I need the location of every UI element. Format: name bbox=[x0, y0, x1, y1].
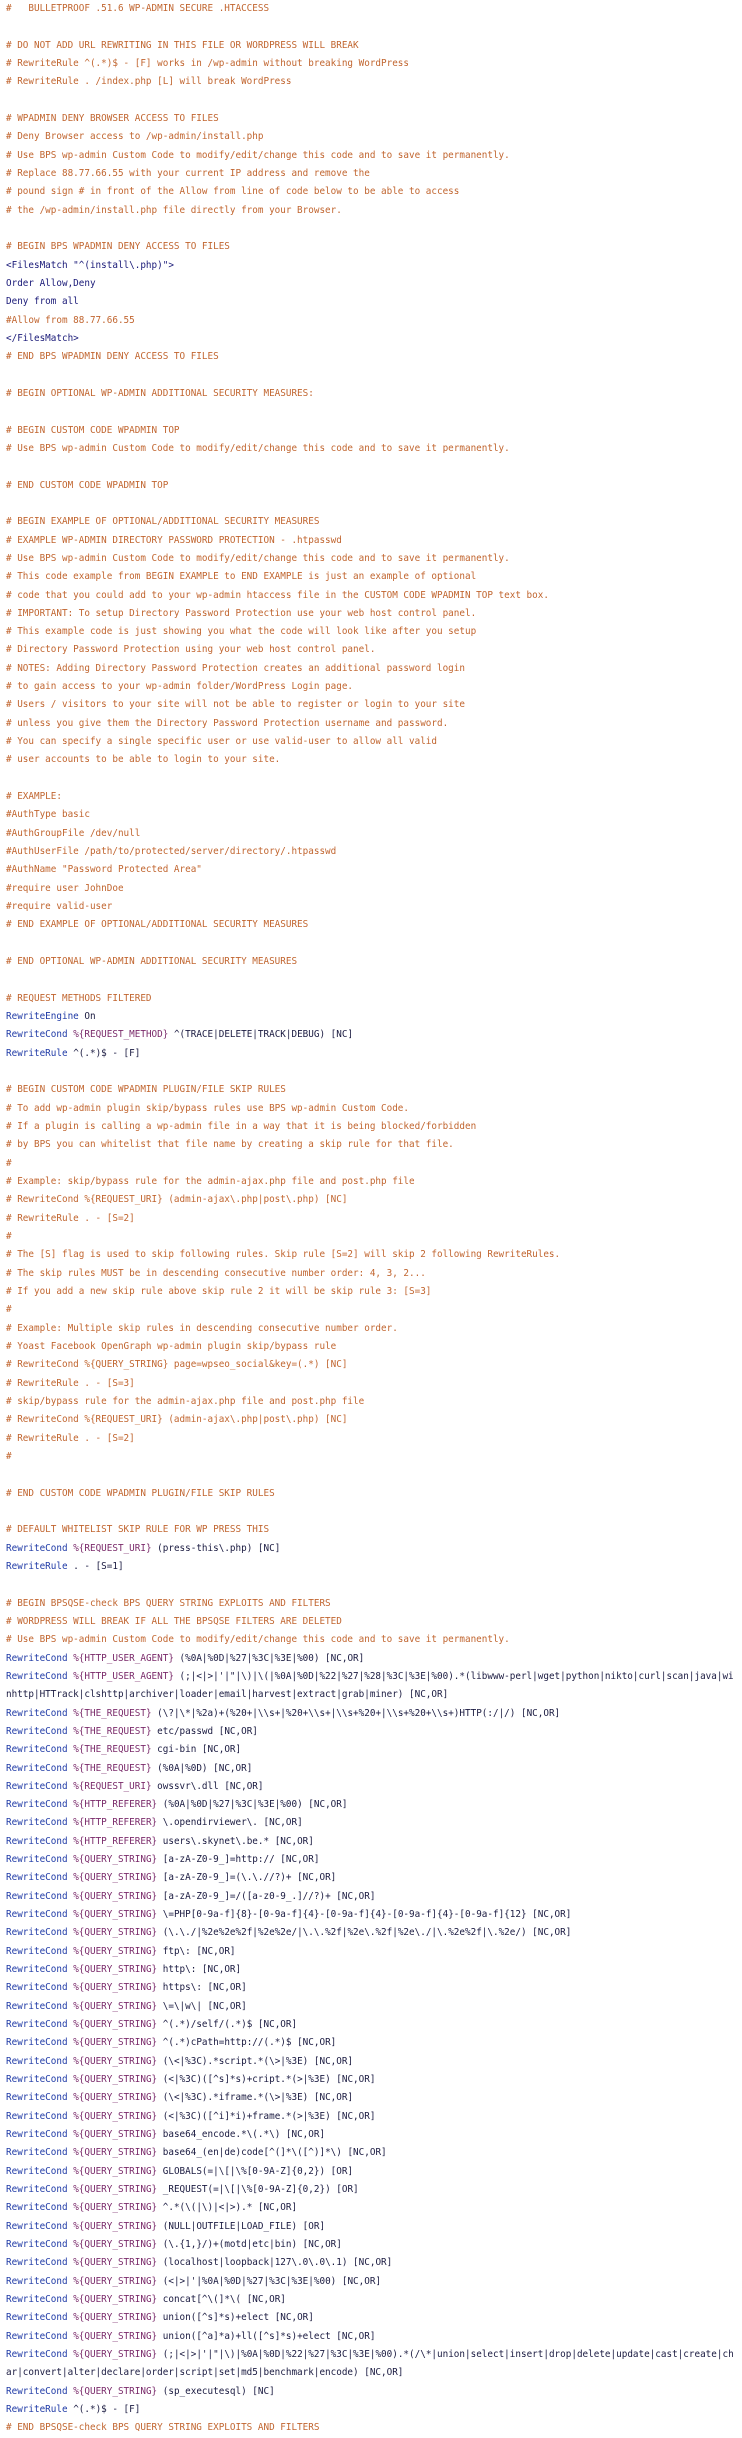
directive-argument: (\.\./|%2e%2e%2f|%2e%2e/|\.\.%2f|%2e\.%2f|%2e\./|\.%2e%2f|\.%2e/) [NC,OR] bbox=[157, 1927, 572, 1939]
server-variable: %{QUERY_STRING} bbox=[73, 2349, 158, 2360]
comment-line: # bbox=[6, 1304, 12, 1316]
directive-argument: http\: [NC,OR] bbox=[157, 1964, 242, 1976]
directive-keyword: RewriteCond bbox=[6, 2147, 68, 2159]
comment-line: #AuthType basic bbox=[6, 809, 90, 821]
directive-argument: (%0A|%0D|%27|%3C|%3E|%00) [NC,OR] bbox=[173, 1652, 365, 1664]
comment-line: # BEGIN CUSTOM CODE WPADMIN TOP bbox=[6, 424, 180, 436]
directive-argument: (%0A|%0D) [NC,OR] bbox=[151, 1762, 253, 1774]
comment-line: # bbox=[6, 1157, 12, 1169]
comment-line: # If a plugin is calling a wp-admin file in a way that it is being blocked/forbidden bbox=[6, 1121, 477, 1133]
directive-keyword: RewriteCond bbox=[6, 2220, 68, 2232]
server-variable: %{REQUEST_URI} bbox=[73, 1780, 152, 1792]
server-variable: %{THE_REQUEST} bbox=[73, 1725, 152, 1737]
server-variable: %{QUERY_STRING} bbox=[73, 2385, 158, 2397]
directive-line bbox=[6, 1943, 738, 1961]
blank-line bbox=[6, 1576, 738, 1594]
directive-line bbox=[6, 2401, 738, 2419]
comment-line: # EXAMPLE WP-ADMIN DIRECTORY PASSWORD PROTECTION - .htpasswd bbox=[6, 534, 342, 546]
server-variable: %{QUERY_STRING} bbox=[73, 2165, 158, 2177]
directive-keyword: RewriteCond bbox=[6, 2074, 68, 2086]
server-variable: %{QUERY_STRING} bbox=[73, 2220, 158, 2232]
directive-argument: (sp_executesql) [NC] bbox=[157, 2385, 275, 2397]
server-variable: %{QUERY_STRING} bbox=[73, 1945, 158, 1957]
server-variable: %{QUERY_STRING} bbox=[73, 2055, 158, 2067]
comment-line: # Use BPS wp-admin Custom Code to modify/edit/change this code and to save it permanently. bbox=[6, 442, 510, 454]
server-variable: %{QUERY_STRING} bbox=[73, 1872, 158, 1884]
directive-keyword: RewriteCond bbox=[6, 2110, 68, 2122]
directive-line bbox=[6, 2181, 738, 2199]
comment-line: # END BPS WPADMIN DENY ACCESS TO FILES bbox=[6, 351, 219, 363]
directive-line bbox=[6, 1814, 738, 1832]
comment-line: # EXAMPLE: bbox=[6, 791, 62, 803]
directive-keyword: RewriteCond bbox=[6, 1854, 68, 1866]
directive-keyword: RewriteCond bbox=[6, 2092, 68, 2104]
comment-line: # Replace 88.77.66.55 with your current IP address and remove the bbox=[6, 167, 370, 179]
directive-line bbox=[6, 1961, 738, 1979]
directive-keyword: RewriteCond bbox=[6, 1817, 68, 1829]
directive-argument: (<|%3C)([^i]*i)+frame.*(>|%3E) [NC,OR] bbox=[157, 2110, 376, 2122]
directive-keyword: RewriteCond bbox=[6, 1982, 68, 1994]
directive-argument: union([^a]*a)+ll([^s]*s)+elect [NC,OR] bbox=[157, 2330, 376, 2342]
directive-keyword: RewriteCond bbox=[6, 1652, 68, 1664]
directive-line bbox=[6, 1924, 738, 1942]
directive-argument: ^(.*)$ - [F] bbox=[73, 2403, 141, 2415]
directive-keyword: RewriteCond bbox=[6, 1542, 68, 1554]
comment-line: # Use BPS wp-admin Custom Code to modify/edit/change this code and to save it permanently. bbox=[6, 149, 510, 161]
directive-line bbox=[6, 1778, 738, 1796]
directive-line bbox=[6, 2309, 738, 2327]
directive-line bbox=[6, 1540, 738, 1558]
comment-line: # Example: Multiple skip rules in descending consecutive number order. bbox=[6, 1322, 398, 1334]
directive-line bbox=[6, 1026, 738, 1044]
directive-line bbox=[6, 1045, 738, 1063]
directive-argument: concat[^\(]*\( [NC,OR] bbox=[157, 2294, 286, 2306]
comment-line: #AuthUserFile /path/to/protected/server/directory/.htpasswd bbox=[6, 846, 337, 858]
directive-keyword: RewriteCond bbox=[6, 1835, 68, 1847]
directive-keyword: RewriteCond bbox=[6, 1725, 68, 1737]
directive-keyword: RewriteCond bbox=[6, 2037, 68, 2049]
directive-argument: _REQUEST(=|\[|\%[0-9A-Z]{0,2}) [OR] bbox=[157, 2184, 359, 2196]
directive-argument: [a-zA-Z0-9_]=/([a-z0-9_.]//?)+ [NC,OR] bbox=[157, 1890, 376, 1902]
comment-line: # RewriteRule . - [S=2] bbox=[6, 1212, 135, 1224]
directive-keyword: RewriteCond bbox=[6, 2184, 68, 2196]
directive-argument: ^(.*)cPath=http://(.*)$ [NC,OR] bbox=[157, 2037, 337, 2049]
comment-line: # END EXAMPLE OF OPTIONAL/ADDITIONAL SECURITY MEASURES bbox=[6, 919, 309, 931]
blank-line bbox=[6, 1063, 738, 1081]
server-variable: %{HTTP_REFERER} bbox=[73, 1817, 158, 1829]
comment-line: # unless you give them the Directory Password Protection username and password. bbox=[6, 717, 449, 729]
blank-line bbox=[6, 1503, 738, 1521]
comment-line: # BEGIN BPSQSE-check BPS QUERY STRING EXPLOITS AND FILTERS bbox=[6, 1597, 331, 1609]
directive-argument: (\.{1,}/)+(motd|etc|bin) [NC,OR] bbox=[157, 2239, 342, 2251]
server-variable: %{HTTP_USER_AGENT} bbox=[73, 1670, 174, 1682]
directive-keyword: RewriteCond bbox=[6, 1707, 68, 1719]
directive-keyword: RewriteCond bbox=[6, 1799, 68, 1811]
directive-line bbox=[6, 2199, 738, 2217]
server-variable: %{QUERY_STRING} bbox=[73, 2330, 158, 2342]
comment-line: # RewriteRule . - [S=2] bbox=[6, 1432, 135, 1444]
directive-argument: etc/passwd [NC,OR] bbox=[151, 1725, 258, 1737]
directive-line bbox=[6, 1008, 738, 1026]
directive-line bbox=[6, 2236, 738, 2254]
directive-keyword: RewriteCond bbox=[6, 1744, 68, 1756]
directive-argument: ^(.*)/self/(.*)$ [NC,OR] bbox=[157, 2019, 298, 2031]
server-variable: %{QUERY_STRING} bbox=[73, 2074, 158, 2086]
comment-line: # DO NOT ADD URL REWRITING IN THIS FILE OR WORDPRESS WILL BREAK bbox=[6, 39, 359, 51]
server-variable: %{QUERY_STRING} bbox=[73, 2239, 158, 2251]
server-variable: %{QUERY_STRING} bbox=[73, 1982, 158, 1994]
comment-line: # Yoast Facebook OpenGraph wp-admin plugin skip/bypass rule bbox=[6, 1340, 337, 1352]
directive-keyword: RewriteCond bbox=[6, 1890, 68, 1902]
comment-line: # If you add a new skip rule above skip rule 2 it will be skip rule 3: [S=3] bbox=[6, 1285, 432, 1297]
directive-argument: (\<|%3C).*iframe.*(\>|%3E) [NC,OR] bbox=[157, 2092, 354, 2104]
directive-line bbox=[6, 1558, 738, 1576]
directive-line bbox=[6, 1906, 738, 1924]
directive-argument: (localhost|loopback|127\.0\.0\.1) [NC,OR] bbox=[157, 2257, 393, 2269]
tag-line: <FilesMatch "^(install\.php)"> bbox=[6, 259, 174, 271]
comment-line: # Users / visitors to your site will not be able to register or login to your site bbox=[6, 699, 465, 711]
directive-line bbox=[6, 1741, 738, 1759]
directive-keyword: RewriteCond bbox=[6, 2055, 68, 2067]
server-variable: %{QUERY_STRING} bbox=[73, 1964, 158, 1976]
directive-line bbox=[6, 2254, 738, 2272]
comment-line: # You can specify a single specific user or use valid-user to allow all valid bbox=[6, 736, 437, 748]
directive-keyword: RewriteCond bbox=[6, 1780, 68, 1792]
blank-line bbox=[6, 18, 738, 36]
server-variable: %{QUERY_STRING} bbox=[73, 1890, 158, 1902]
server-variable: %{QUERY_STRING} bbox=[73, 2202, 158, 2214]
server-variable: %{QUERY_STRING} bbox=[73, 2275, 158, 2287]
directive-argument: GLOBALS(=|\[|\%[0-9A-Z]{0,2}) [OR] bbox=[157, 2165, 354, 2177]
comment-line: # user accounts to be able to login to your site. bbox=[6, 754, 281, 766]
directive-argument: base64_encode.*\(.*\) [NC,OR] bbox=[157, 2129, 326, 2141]
directive-keyword: RewriteCond bbox=[6, 2330, 68, 2342]
comment-line: # BULLETPROOF .51.6 WP-ADMIN SECURE .HTACCESS bbox=[6, 3, 270, 14]
directive-line bbox=[6, 2144, 738, 2162]
blank-line bbox=[6, 367, 738, 385]
directive-keyword: RewriteCond bbox=[6, 1029, 68, 1041]
directive-argument: ^(TRACE|DELETE|TRACK|DEBUG) [NC] bbox=[168, 1029, 354, 1041]
comment-line: # RewriteRule ^(.*)$ - [F] works in /wp-admin without breaking WordPress bbox=[6, 57, 409, 69]
directive-line bbox=[6, 2291, 738, 2309]
comment-line: # Directory Password Protection using your web host control panel. bbox=[6, 644, 376, 656]
comment-line: # END CUSTOM CODE WPADMIN PLUGIN/FILE SKIP RULES bbox=[6, 1487, 275, 1499]
directive-line bbox=[6, 2163, 738, 2181]
server-variable: %{QUERY_STRING} bbox=[73, 2110, 158, 2122]
comment-line: # RewriteCond %{QUERY_STRING} page=wpseo_social&key=(.*) [NC] bbox=[6, 1359, 348, 1371]
comment-line: # NOTES: Adding Directory Password Protection creates an additional password login bbox=[6, 662, 465, 674]
directive-line bbox=[6, 2383, 738, 2401]
comment-line: # RewriteCond %{REQUEST_URI} (admin-ajax\.php|post\.php) [NC] bbox=[6, 1414, 348, 1426]
directive-argument: On bbox=[84, 1011, 96, 1023]
directive-line bbox=[6, 2016, 738, 2034]
comment-line: # RewriteRule . - [S=3] bbox=[6, 1377, 135, 1389]
comment-line: # END BPSQSE-check BPS QUERY STRING EXPLOITS AND FILTERS bbox=[6, 2422, 320, 2434]
code-line: Order Allow,Deny bbox=[6, 277, 96, 289]
comment-line: # IMPORTANT: To setup Directory Password Protection use your web host control panel. bbox=[6, 607, 477, 619]
directive-keyword: RewriteCond bbox=[6, 2385, 68, 2397]
blank-line bbox=[6, 92, 738, 110]
server-variable: %{HTTP_USER_AGENT} bbox=[73, 1652, 174, 1664]
server-variable: %{REQUEST_URI} bbox=[73, 1542, 152, 1554]
blank-line bbox=[6, 458, 738, 476]
directive-keyword: RewriteCond bbox=[6, 2165, 68, 2177]
directive-keyword: RewriteCond bbox=[6, 2239, 68, 2251]
directive-keyword: RewriteCond bbox=[6, 1909, 68, 1921]
directive-argument: (press-this\.php) [NC] bbox=[151, 1542, 281, 1554]
directive-line bbox=[6, 1979, 738, 1997]
directive-keyword: RewriteCond bbox=[6, 1964, 68, 1976]
directive-line bbox=[6, 2053, 738, 2071]
directive-line bbox=[6, 1888, 738, 1906]
comment-line: # WORDPRESS WILL BREAK IF ALL THE BPSQSE FILTERS ARE DELETED bbox=[6, 1615, 342, 1627]
directive-line bbox=[6, 1796, 738, 1814]
directive-argument: ftp\: [NC,OR] bbox=[157, 1945, 236, 1957]
comment-line: # This code example from BEGIN EXAMPLE to END EXAMPLE is just an example of optional bbox=[6, 571, 477, 583]
comment-line: # RewriteRule . /index.php [L] will break WordPress bbox=[6, 76, 292, 88]
server-variable: %{QUERY_STRING} bbox=[73, 2037, 158, 2049]
comment-line: # WPADMIN DENY BROWSER ACCESS TO FILES bbox=[6, 112, 219, 124]
server-variable: %{QUERY_STRING} bbox=[73, 2312, 158, 2324]
directive-line bbox=[6, 1705, 738, 1723]
comment-line: # REQUEST METHODS FILTERED bbox=[6, 992, 152, 1004]
comment-line: # BEGIN CUSTOM CODE WPADMIN PLUGIN/FILE SKIP RULES bbox=[6, 1084, 286, 1096]
directive-argument: (NULL|OUTFILE|LOAD_FILE) [OR] bbox=[157, 2220, 326, 2232]
directive-line bbox=[6, 1833, 738, 1851]
directive-keyword: RewriteCond bbox=[6, 2294, 68, 2306]
comment-line: #Allow from 88.77.66.55 bbox=[6, 314, 135, 326]
server-variable: %{THE_REQUEST} bbox=[73, 1707, 152, 1719]
directive-argument: (\<|%3C).*script.*(\>|%3E) [NC,OR] bbox=[157, 2055, 354, 2067]
directive-argument: \=\|w\| [NC,OR] bbox=[157, 2000, 247, 2012]
directive-keyword: RewriteCond bbox=[6, 1670, 68, 1682]
directive-keyword: RewriteCond bbox=[6, 2202, 68, 2214]
comment-line: # the /wp-admin/install.php file directly from your Browser. bbox=[6, 204, 342, 216]
directive-line bbox=[6, 1650, 738, 1668]
comment-line: # skip/bypass rule for the admin-ajax.php file and post.php file bbox=[6, 1395, 365, 1407]
comment-line: # BEGIN EXAMPLE OF OPTIONAL/ADDITIONAL SECURITY MEASURES bbox=[6, 516, 320, 528]
server-variable: %{QUERY_STRING} bbox=[73, 2294, 158, 2306]
directive-line bbox=[6, 1723, 738, 1741]
comment-line: # Use BPS wp-admin Custom Code to modify/edit/change this code and to save it permanently. bbox=[6, 1634, 510, 1646]
directive-line bbox=[6, 2126, 738, 2144]
comment-line: # The [S] flag is used to skip following rules. Skip rule [S=2] will skip 2 following RewriteRules. bbox=[6, 1249, 561, 1261]
directive-keyword: RewriteRule bbox=[6, 2403, 68, 2415]
directive-argument: union([^s]*s)+elect [NC,OR] bbox=[157, 2312, 314, 2324]
directive-keyword: RewriteCond bbox=[6, 1872, 68, 1884]
directive-keyword: RewriteRule bbox=[6, 1560, 68, 1572]
blank-line bbox=[6, 1466, 738, 1484]
comment-line: # bbox=[6, 1230, 12, 1242]
server-variable: %{REQUEST_METHOD} bbox=[73, 1029, 169, 1041]
comment-line: # BEGIN BPS WPADMIN DENY ACCESS TO FILES bbox=[6, 241, 230, 253]
comment-line: # END OPTIONAL WP-ADMIN ADDITIONAL SECURITY MEASURES bbox=[6, 956, 298, 968]
blank-line bbox=[6, 495, 738, 513]
directive-argument: https\: [NC,OR] bbox=[157, 1982, 247, 1994]
directive-argument: ^.*(\(|\)|<|>).* [NC,OR] bbox=[157, 2202, 298, 2214]
directive-line bbox=[6, 2273, 738, 2291]
directive-keyword: RewriteCond bbox=[6, 2019, 68, 2031]
comment-line: #require user JohnDoe bbox=[6, 882, 124, 894]
directive-argument: \.opendirviewer\. [NC,OR] bbox=[157, 1817, 303, 1829]
server-variable: %{THE_REQUEST} bbox=[73, 1744, 152, 1756]
comment-line: #AuthGroupFile /dev/null bbox=[6, 827, 141, 839]
blank-line bbox=[6, 220, 738, 238]
server-variable: %{QUERY_STRING} bbox=[73, 2019, 158, 2031]
server-variable: %{QUERY_STRING} bbox=[73, 1854, 158, 1866]
directive-argument: cgi-bin [NC,OR] bbox=[151, 1744, 242, 1756]
comment-line: # Use BPS wp-admin Custom Code to modify/edit/change this code and to save it permanently. bbox=[6, 552, 510, 564]
comment-line: # bbox=[6, 1450, 12, 1462]
directive-argument: . - [S=1] bbox=[73, 1560, 124, 1572]
comment-line: # Deny Browser access to /wp-admin/install.php bbox=[6, 131, 264, 143]
server-variable: %{QUERY_STRING} bbox=[73, 2129, 158, 2141]
directive-argument: base64_(en|de)code[^(]*\([^)]*\) [NC,OR] bbox=[157, 2147, 387, 2159]
directive-line bbox=[6, 1668, 738, 1705]
server-variable: %{QUERY_STRING} bbox=[73, 2092, 158, 2104]
directive-argument: [a-zA-Z0-9_]=http:// [NC,OR] bbox=[157, 1854, 320, 1866]
server-variable: %{THE_REQUEST} bbox=[73, 1762, 152, 1774]
comment-line: # RewriteCond %{REQUEST_URI} (admin-ajax\.php|post\.php) [NC] bbox=[6, 1194, 348, 1206]
server-variable: %{HTTP_REFERER} bbox=[73, 1799, 158, 1811]
comment-line: # DEFAULT WHITELIST SKIP RULE FOR WP PRESS THIS bbox=[6, 1524, 270, 1536]
directive-keyword: RewriteCond bbox=[6, 2257, 68, 2269]
comment-line: # Example: skip/bypass rule for the admin-ajax.php file and post.php file bbox=[6, 1176, 415, 1187]
server-variable: %{QUERY_STRING} bbox=[73, 2257, 158, 2269]
directive-line bbox=[6, 2328, 738, 2346]
directive-argument: (%0A|%0D|%27|%3C|%3E|%00) [NC,OR] bbox=[157, 1799, 348, 1811]
tag-line: </FilesMatch> bbox=[6, 332, 79, 344]
directive-argument: (\?|\*|%2a)+(%20+|\\s+|%20+\\s+|\\s+%20+|\\s+%20+\\s+)HTTP(:/|/) [NC,OR] bbox=[151, 1707, 561, 1719]
directive-keyword: RewriteCond bbox=[6, 2275, 68, 2287]
comment-line: # pound sign # in front of the Allow from line of code below to be able to access bbox=[6, 186, 460, 198]
directive-line bbox=[6, 2089, 738, 2107]
comment-line: # by BPS you can whitelist that file name by creating a skip rule for that file. bbox=[6, 1139, 454, 1151]
comment-line: # To add wp-admin plugin skip/bypass rules use BPS wp-admin Custom Code. bbox=[6, 1102, 409, 1114]
directive-keyword: RewriteCond bbox=[6, 1762, 68, 1774]
code-line: Deny from all bbox=[6, 296, 79, 308]
directive-keyword: RewriteCond bbox=[6, 2129, 68, 2141]
blank-line bbox=[6, 770, 738, 788]
directive-argument: users\.skynet\.be.* [NC,OR] bbox=[157, 1835, 314, 1847]
comment-line: #AuthName "Password Protected Area" bbox=[6, 864, 202, 876]
directive-argument: owssvr\.dll [NC,OR] bbox=[151, 1780, 264, 1792]
blank-line bbox=[6, 935, 738, 953]
comment-line: # END CUSTOM CODE WPADMIN TOP bbox=[6, 479, 169, 491]
directive-line bbox=[6, 1760, 738, 1778]
directive-line bbox=[6, 2108, 738, 2126]
server-variable: %{QUERY_STRING} bbox=[73, 2000, 158, 2012]
server-variable: %{HTTP_REFERER} bbox=[73, 1835, 158, 1847]
directive-argument: (;|<|>|'|"|\)|%0A|%0D|%22|%27|%3C|%3E|%00).*(/\*|union|select|insert|drop|delete|update|cast|create|char|convert|alter|declare|order|script|set|md5|benchmark|encode) [NC,OR] bbox=[6, 2349, 734, 2379]
directive-argument: (;|<|>|'|"|\)|\(|%0A|%0D|%22|%27|%28|%3C|%3E|%00).*(libwww-perl|wget|python|nikto|curl|scan|java|winhttp|HTTrack|clshttp|archiver|loader|email|harvest|extract|grab|miner) [NC,OR] bbox=[6, 1670, 734, 1701]
comment-line: # The skip rules MUST be in descending consecutive number order: 4, 3, 2... bbox=[6, 1267, 426, 1279]
directive-line bbox=[6, 2034, 738, 2052]
comment-line: # code that you could add to your wp-admin htaccess file in the CUSTOM CODE WPADMIN TOP text box. bbox=[6, 589, 549, 601]
directive-argument: \=PHP[0-9a-f]{8}-[0-9a-f]{4}-[0-9a-f]{4}-[0-9a-f]{4}-[0-9a-f]{12} [NC,OR] bbox=[157, 1909, 572, 1921]
blank-line bbox=[6, 971, 738, 989]
server-variable: %{QUERY_STRING} bbox=[73, 2147, 158, 2159]
comment-line: # to gain access to your wp-admin folder/WordPress Login page. bbox=[6, 681, 354, 693]
directive-keyword: RewriteCond bbox=[6, 2349, 68, 2360]
server-variable: %{QUERY_STRING} bbox=[73, 1927, 158, 1939]
directive-line bbox=[6, 1998, 738, 2016]
comment-line: #require valid-user bbox=[6, 901, 113, 913]
comment-line: # This example code is just showing you what the code will look like after you setup bbox=[6, 626, 477, 638]
server-variable: %{QUERY_STRING} bbox=[73, 1909, 158, 1921]
directive-line bbox=[6, 2071, 738, 2089]
directive-line bbox=[6, 1851, 738, 1869]
directive-line bbox=[6, 2346, 738, 2383]
directive-line bbox=[6, 1869, 738, 1887]
directive-argument: (<|>|'|%0A|%0D|%27|%3C|%3E|%00) [NC,OR] bbox=[157, 2275, 382, 2287]
blank-line bbox=[6, 403, 738, 421]
directive-keyword: RewriteRule bbox=[6, 1047, 68, 1059]
directive-keyword: RewriteCond bbox=[6, 2000, 68, 2012]
directive-argument: [a-zA-Z0-9_]=(\.\.//?)+ [NC,OR] bbox=[157, 1872, 337, 1884]
server-variable: %{QUERY_STRING} bbox=[73, 2184, 158, 2196]
directive-argument: ^(.*)$ - [F] bbox=[73, 1047, 141, 1059]
directive-keyword: RewriteCond bbox=[6, 2312, 68, 2324]
comment-line: # BEGIN OPTIONAL WP-ADMIN ADDITIONAL SECURITY MEASURES: bbox=[6, 387, 314, 399]
directive-keyword: RewriteEngine bbox=[6, 1011, 79, 1023]
directive-argument: (<|%3C)([^s]*s)+cript.*(>|%3E) [NC,OR] bbox=[157, 2074, 376, 2086]
directive-line bbox=[6, 2218, 738, 2236]
directive-keyword: RewriteCond bbox=[6, 1945, 68, 1957]
directive-keyword: RewriteCond bbox=[6, 1927, 68, 1939]
